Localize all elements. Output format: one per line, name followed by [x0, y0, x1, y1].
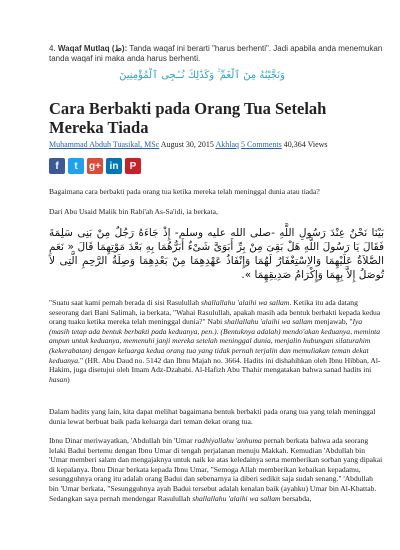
text-run: " (HR. Abu Daud no. 5142 dan Ibnu Majah no. 3664. Hadits ini dishahihkan oleh Ibnu Hibban, Al-Hakim, juga disetujui oleh Imam Adz-Dzahabi. Al-Hafizh Abu Thahir mengatakan bahwa sanad hadits ini	[49, 355, 381, 375]
text-run: Ibnu Dinar meriwayatkan, 'Abdullah bin 'Umar	[49, 436, 195, 445]
note-number: 4.	[49, 44, 56, 53]
note-text: Tanda waqaf ini berarti "harus berhenti". Jadi apabila anda menemukan tanda waqaf ini maka anda harus berhenti.	[49, 44, 383, 63]
text-run: shallallahu 'alaihi wa sallam	[192, 493, 281, 503]
waqaf-note	[49, 44, 389, 64]
twitter-icon[interactable]: t	[68, 158, 84, 174]
linkedin-icon[interactable]: in	[106, 158, 122, 174]
text-run: shallallahu 'alaihi wa sallam	[224, 317, 313, 327]
text-run: )	[67, 374, 70, 384]
text-run: "Suatu saat kami pernah berada di sisi Rasulullah	[49, 298, 201, 307]
text-run: pernah berkata bahwa ada seorang lelaki Badui bertemu dengan Ibnu Umar di tengah perjalanan menuju Makkah. Kemudian 'Abdullah bin 'Umar memberi salam dan mengajaknya untuk naik ke atas keledainya serta memberikan sorban yang dipakai di kepalanya. Ibnu Dinar berkata kepada Ibnu Umar, "Semoga Allah memberikan kebaikan kepadamu, sesungguhnya orang itu adalah orang Badui dan sebenarnya ia diberi sedikit saja sudah senang." 'Abdullah bin 'Umar berkata, "Sesungguhnya ayah Badui tersebut adalah kenalan baik (ayahku) Umar bin Al-Khattab. Sedangkan saya pernah mendengar Rasulullah	[49, 436, 383, 503]
facebook-icon[interactable]: f	[49, 158, 65, 174]
article-title: Cara Berbakti pada Orang Tua Setelah Mereka Tiada	[49, 99, 327, 137]
article-meta	[49, 140, 389, 150]
category-link[interactable]: Akhlaq	[215, 140, 240, 149]
narration-intro: Dari Abu Usaid Malik bin Rabi'ah As-Sa'idi, ia berkata,	[49, 207, 218, 216]
text-run: bersabda,	[280, 493, 312, 503]
text-run: shallallahu 'alaihi wa sallam	[201, 298, 290, 307]
paragraph-ibnu-dinar	[49, 436, 384, 503]
view-count: 40,364 Views	[283, 140, 328, 149]
paragraph-other-hadith: Dalam hadits yang lain, kita dapat melihat bagaimana bentuk berbakti pada orang tua yang telah meninggal dunia lewat berbuat baik pada keluarga dari teman dekat orang tua.	[49, 407, 376, 426]
share-bar	[49, 158, 141, 174]
author-link[interactable]: Muhammad Abduh Tuasikal, MSc	[49, 140, 160, 149]
text-run: . Ketika itu ada datang seseorang dari Bani Salimah, ia berkata, "Wahai Rasulullah, apakah masih ada bentuk berbakti kepada kedua orang tuaku ketika mereka telah meninggal dunia?" Nabi	[49, 298, 381, 327]
arabic-hadith: بَيْنَا نَحْنُ عِنْدَ رَسُولِ اللَّهِ -صلى الله عليه وسلم- إِذْ جَاءَهُ رَجُلٌ مِنْ بَنِى سَلِمَةَ فَقَالَ يَا رَسُولَ اللَّهِ هَلْ بَقِىَ مِنْ بِرِّ أَبَوَىَّ شَىْءٌ أَبَرُّهُمَا بِهِ بَعْدَ مَوْتِهِمَا قَالَ « نَعَمِ الصَّلاَةُ عَلَيْهِمَا وَالاِسْتِغْفَارُ لَهُمَا وَإِنْفَاذُ عَهْدِهِمَا مِنْ بَعْدِهِمَا وَصِلَةُ الرَّحِمِ الَّتِى لاَ تُوصَلُ إِلاَّ بِهِمَا وَإِكْرَامُ صَدِيقِهِمَا ».	[49, 227, 384, 281]
hadith-translation	[49, 298, 384, 384]
post-date: August 30, 2015	[160, 140, 214, 149]
text-run: Iya (masih tetap ada bentuk berbakti pada keduanya, pen.). (Bentuknya adalah) mendo'akan keduanya, meminta ampun untuk keduanya, memenuhi janji mereka setelah meninggal dunia, menjalin hubungan silaturahim (kekerabatan) dengan keluarga kedua orang tua yang tidak pernah terjalin dan memuliakan teman dekat keduanya.	[49, 317, 381, 365]
comments-link[interactable]: 5 Comments	[241, 140, 282, 149]
ayah-banner-image: وَنَجَّيْنَٰهُ مِنَ ٱلْغَمِّ ۚ وَكَذَٰلِكَ نُـۨجِى ٱلْمُؤْمِنِينَ	[119, 70, 285, 81]
text-run: menjawab, "	[312, 317, 353, 327]
google-plus-icon[interactable]: g+	[87, 158, 103, 174]
text-run: radhiyallahu 'anhuma	[194, 436, 262, 445]
pinterest-icon[interactable]: P	[125, 158, 141, 174]
note-term: Waqaf Mutlaq (ط):	[57, 44, 128, 53]
intro-paragraph: Bagaimana cara berbakti pada orang tua ketika mereka telah meninggal dunia atau tiada?	[49, 187, 320, 196]
text-run: hasan	[49, 374, 68, 384]
